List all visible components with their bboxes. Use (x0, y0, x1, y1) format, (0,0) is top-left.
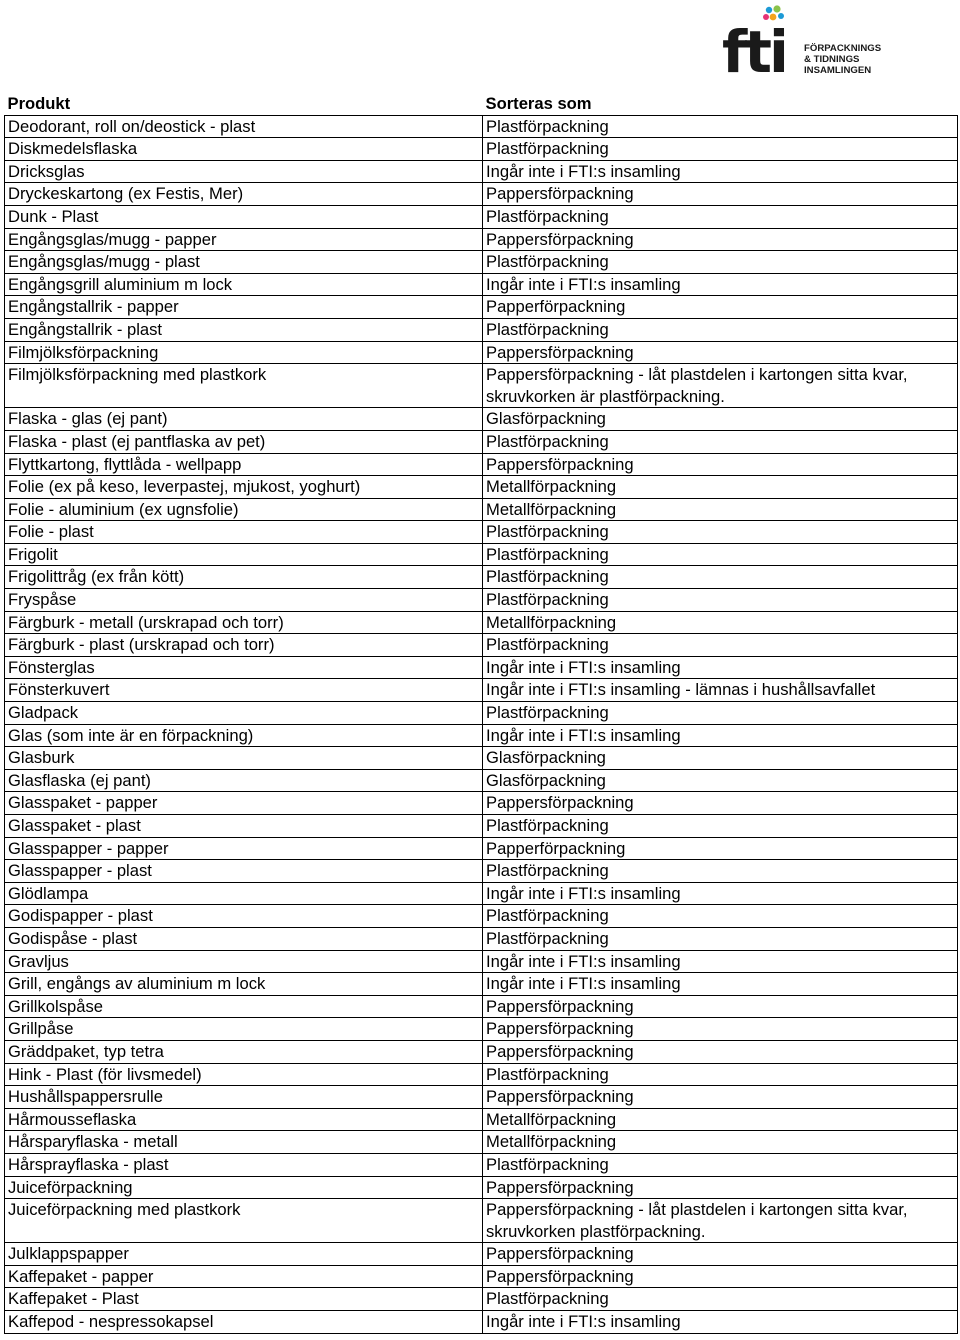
table-row (5, 318, 958, 341)
table-row (5, 1018, 958, 1041)
logo-line3: INSAMLINGEN (804, 65, 872, 76)
table-row (5, 296, 958, 319)
sort-category-cell: Pappersförpackning (483, 453, 958, 476)
product-cell: Grill, engångs av aluminium m lock (5, 973, 483, 996)
logo-wordmark: fti (722, 18, 786, 76)
sort-category-cell: Plastförpackning (483, 566, 958, 589)
table-row (5, 769, 958, 792)
product-cell: Kaffepod - nespressokapsel (5, 1311, 483, 1334)
product-cell: Deodorant, roll on/deostick - plast (5, 115, 483, 138)
table-row (5, 408, 958, 431)
product-cell: Fönsterglas (5, 656, 483, 679)
table-row (5, 341, 958, 364)
sort-category-cell: Ingår inte i FTI:s insamling (483, 160, 958, 183)
table-row (5, 364, 958, 408)
sort-category-cell: Plastförpackning (483, 1063, 958, 1086)
sort-category-cell: Ingår inte i FTI:s insamling (483, 973, 958, 996)
product-cell: Juiceförpackning med plastkork (5, 1199, 483, 1243)
product-cell: Hårsprayflaska - plast (5, 1153, 483, 1176)
sort-category-cell: Plastförpackning (483, 251, 958, 274)
product-cell: Filmjölksförpackning (5, 341, 483, 364)
sort-category-cell: Pappersförpackning (483, 995, 958, 1018)
product-cell: Gravljus (5, 950, 483, 973)
table-row (5, 476, 958, 499)
table-row (5, 611, 958, 634)
product-cell: Färgburk - plast (urskrapad och torr) (5, 634, 483, 657)
sort-category-cell: Ingår inte i FTI:s insamling (483, 1311, 958, 1334)
table-row (5, 589, 958, 612)
header-product: Produkt (5, 93, 483, 115)
sort-category-cell: Metallförpackning (483, 476, 958, 499)
table-row (5, 251, 958, 274)
logo-line1: FÖRPACKNINGS (804, 43, 882, 54)
table-row (5, 1311, 958, 1334)
sort-category-cell: Pappersförpackning (483, 228, 958, 251)
sort-category-cell: Pappersförpackning (483, 1018, 958, 1041)
sort-category-cell: Plastförpackning (483, 115, 958, 138)
product-cell: Folie - plast (5, 521, 483, 544)
product-cell: Godispåse - plast (5, 927, 483, 950)
product-cell: Gräddpaket, typ tetra (5, 1040, 483, 1063)
product-cell: Dunk - Plast (5, 205, 483, 228)
sort-category-cell: Ingår inte i FTI:s insamling (483, 882, 958, 905)
table-row (5, 1199, 958, 1243)
table-row (5, 543, 958, 566)
sort-category-cell: Pappersförpackning - låt plastdelen i kartongen sitta kvar, skruvkorken är plastförpackning. (483, 364, 958, 408)
table-row (5, 634, 958, 657)
product-cell: Engångsgrill aluminium m lock (5, 273, 483, 296)
sort-category-cell: Plastförpackning (483, 521, 958, 544)
table-row (5, 679, 958, 702)
table-row (5, 228, 958, 251)
sort-category-cell: Plastförpackning (483, 589, 958, 612)
product-cell: Diskmedelsflaska (5, 138, 483, 161)
table-row (5, 160, 958, 183)
product-cell: Grillkolspåse (5, 995, 483, 1018)
sort-category-cell: Plastförpackning (483, 634, 958, 657)
sort-category-cell: Ingår inte i FTI:s insamling (483, 950, 958, 973)
table-row (5, 1265, 958, 1288)
sort-category-cell: Plastförpackning (483, 430, 958, 453)
table-row (5, 1108, 958, 1131)
sort-category-cell: Pappersförpackning (483, 792, 958, 815)
product-cell: Hårsparyflaska - metall (5, 1131, 483, 1154)
sort-category-cell: Metallförpackning (483, 1108, 958, 1131)
product-cell: Engångstallrik - papper (5, 296, 483, 319)
sort-category-cell: Plastförpackning (483, 1288, 958, 1311)
product-cell: Flyttkartong, flyttlåda - wellpapp (5, 453, 483, 476)
product-cell: Folie - aluminium (ex ugnsfolie) (5, 498, 483, 521)
table-row (5, 521, 958, 544)
logo-dot (766, 7, 772, 13)
table-row (5, 837, 958, 860)
product-cell: Julklappspapper (5, 1243, 483, 1266)
table-row (5, 815, 958, 838)
sort-category-cell: Ingår inte i FTI:s insamling - lämnas i hushållsavfallet (483, 679, 958, 702)
sort-category-cell: Metallförpackning (483, 611, 958, 634)
sort-category-cell: Plastförpackning (483, 905, 958, 928)
product-cell: Fönsterkuvert (5, 679, 483, 702)
product-cell: Juiceförpackning (5, 1176, 483, 1199)
sort-category-cell: Plastförpackning (483, 1153, 958, 1176)
sort-category-cell: Pappersförpackning (483, 341, 958, 364)
sort-category-cell: Pappersförpackning (483, 1265, 958, 1288)
sort-category-cell: Pappersförpackning (483, 1243, 958, 1266)
product-cell: Glasspaket - plast (5, 815, 483, 838)
sort-category-cell: Plastförpackning (483, 927, 958, 950)
table-row (5, 950, 958, 973)
table-row (5, 138, 958, 161)
product-cell: Frigolittråg (ex från kött) (5, 566, 483, 589)
product-cell: Filmjölksförpackning med plastkork (5, 364, 483, 408)
product-cell: Glasburk (5, 747, 483, 770)
product-cell: Dricksglas (5, 160, 483, 183)
product-cell: Fryspåse (5, 589, 483, 612)
table-row (5, 973, 958, 996)
sort-category-cell: Metallförpackning (483, 498, 958, 521)
product-cell: Dryckeskartong (ex Festis, Mer) (5, 183, 483, 206)
table-row (5, 273, 958, 296)
product-cell: Glödlampa (5, 882, 483, 905)
table-row (5, 430, 958, 453)
table-row (5, 183, 958, 206)
sort-category-cell: Papperförpackning (483, 296, 958, 319)
product-cell: Grillpåse (5, 1018, 483, 1041)
sort-category-cell: Plastförpackning (483, 702, 958, 725)
header-sorted-as: Sorteras som (483, 93, 958, 115)
table-row (5, 115, 958, 138)
product-cell: Flaska - glas (ej pant) (5, 408, 483, 431)
table-row (5, 1063, 958, 1086)
table-row (5, 927, 958, 950)
sort-category-cell: Glasförpackning (483, 769, 958, 792)
table-header-row (5, 93, 958, 115)
sort-category-cell: Glasförpackning (483, 747, 958, 770)
logo-line2: & TIDNINGS (804, 54, 860, 65)
product-cell: Flaska - plast (ej pantflaska av pet) (5, 430, 483, 453)
product-cell: Glasspapper - plast (5, 860, 483, 883)
sort-category-cell: Plastförpackning (483, 860, 958, 883)
sort-category-cell: Glasförpackning (483, 408, 958, 431)
sort-category-cell: Pappersförpackning - låt plastdelen i kartongen sitta kvar, skruvkorken plastförpackning. (483, 1199, 958, 1243)
sort-category-cell: Pappersförpackning (483, 183, 958, 206)
sort-category-cell: Ingår inte i FTI:s insamling (483, 273, 958, 296)
product-cell: Glasspaket - papper (5, 792, 483, 815)
logo-dot (773, 5, 780, 12)
product-cell: Kaffepaket - papper (5, 1265, 483, 1288)
product-cell: Gladpack (5, 702, 483, 725)
table-row (5, 905, 958, 928)
sort-category-cell: Pappersförpackning (483, 1040, 958, 1063)
sort-category-cell: Plastförpackning (483, 815, 958, 838)
table-row (5, 1153, 958, 1176)
product-cell: Engångsglas/mugg - papper (5, 228, 483, 251)
table-row (5, 453, 958, 476)
table-row (5, 1243, 958, 1266)
sort-category-cell: Papperförpackning (483, 837, 958, 860)
product-cell: Engångstallrik - plast (5, 318, 483, 341)
table-row (5, 1086, 958, 1109)
sort-category-cell: Plastförpackning (483, 205, 958, 228)
product-cell: Godispapper - plast (5, 905, 483, 928)
table-body (5, 115, 958, 1333)
sort-category-cell: Plastförpackning (483, 138, 958, 161)
sort-category-cell: Pappersförpackning (483, 1176, 958, 1199)
product-cell: Färgburk - metall (urskrapad och torr) (5, 611, 483, 634)
table-row (5, 882, 958, 905)
product-cell: Folie (ex på keso, leverpastej, mjukost, yoghurt) (5, 476, 483, 499)
sort-category-cell: Plastförpackning (483, 543, 958, 566)
table-row (5, 205, 958, 228)
table-row (5, 792, 958, 815)
table-row (5, 1176, 958, 1199)
table-row (5, 656, 958, 679)
product-cell: Glas (som inte är en förpackning) (5, 724, 483, 747)
product-cell: Hink - Plast (för livsmedel) (5, 1063, 483, 1086)
fti-logo (722, 4, 902, 76)
table-row (5, 1131, 958, 1154)
product-cell: Kaffepaket - Plast (5, 1288, 483, 1311)
sort-category-cell: Pappersförpackning (483, 1086, 958, 1109)
table-row (5, 747, 958, 770)
product-cell: Glasspapper - papper (5, 837, 483, 860)
product-cell: Frigolit (5, 543, 483, 566)
table-row (5, 498, 958, 521)
sort-category-cell: Ingår inte i FTI:s insamling (483, 656, 958, 679)
product-cell: Hushållspappersrulle (5, 1086, 483, 1109)
table-row (5, 702, 958, 725)
table-row (5, 1288, 958, 1311)
sort-category-cell: Ingår inte i FTI:s insamling (483, 724, 958, 747)
product-cell: Glasflaska (ej pant) (5, 769, 483, 792)
product-cell: Engångsglas/mugg - plast (5, 251, 483, 274)
table-row (5, 1040, 958, 1063)
table-row (5, 724, 958, 747)
table-row (5, 566, 958, 589)
sort-category-cell: Metallförpackning (483, 1131, 958, 1154)
table-row (5, 860, 958, 883)
product-cell: Hårmousseflaska (5, 1108, 483, 1131)
table-row (5, 995, 958, 1018)
sort-category-cell: Plastförpackning (483, 318, 958, 341)
sorting-table (4, 93, 958, 1334)
